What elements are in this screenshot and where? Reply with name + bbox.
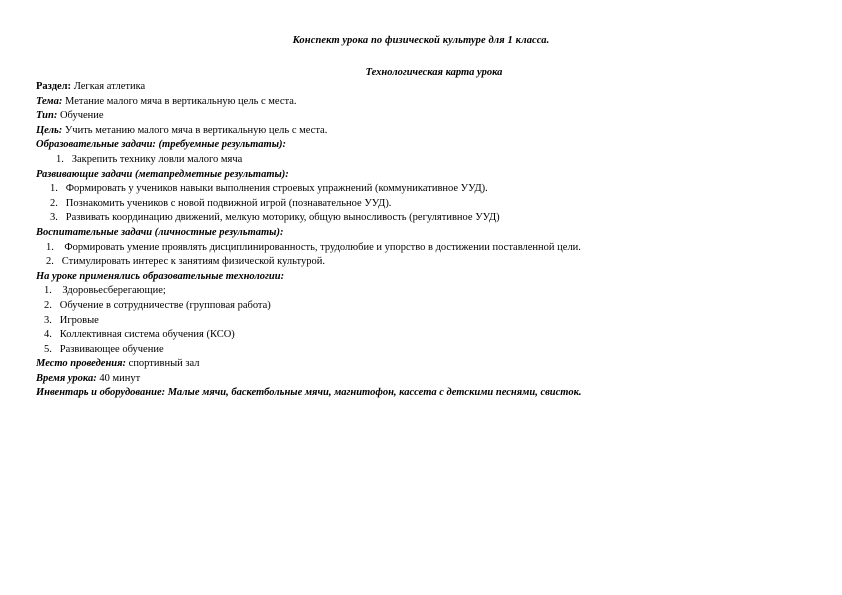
list-item (36, 197, 826, 212)
list-item (36, 153, 826, 168)
document-title: Конспект урока по физической культуре для 1 класса. (292, 35, 550, 46)
list-item-text: Закрепить технику ловли малого мяча (71, 153, 243, 165)
list-item-text: Формировать у учеников навыки выполнения строевых упражнений (коммуникативное УУД). (65, 183, 488, 195)
topic-row (36, 95, 826, 110)
list-item-text: Познакомить учеников с новой подвижной игрой (познавательное УУД). (65, 197, 392, 209)
list-item-text: Игровые (59, 314, 99, 326)
list-item (36, 241, 826, 256)
list-item-text: Формировать умение проявлять дисциплинированность, трудолюбие и упорство в достижении поставленной цели. (64, 241, 581, 253)
topic-label: Тема: (36, 95, 63, 107)
section-label: Раздел: (36, 81, 72, 92)
lesson-plan-body (36, 80, 826, 401)
equipment-row (36, 386, 826, 401)
goal-label: Цель: (36, 124, 63, 136)
equipment-value: Малые мячи, баскетбольные мячи, магнитофон, кассета с детскими песнями, свисток. (165, 387, 582, 399)
goal-row (36, 124, 826, 139)
list-item-number: 1. (44, 285, 52, 297)
equipment-label: Инвентарь и оборудование: (36, 387, 166, 399)
section-value: Легкая атлетика (71, 81, 146, 92)
list-item (36, 211, 826, 226)
time-row (36, 372, 826, 387)
list-item-text: Здоровьесберегающие; (62, 285, 166, 297)
type-label: Тип: (36, 110, 58, 122)
time-label: Время урока: (36, 372, 97, 384)
list-item-number: 1. (56, 153, 64, 165)
list-item (36, 299, 826, 314)
goal-value: Учить метанию малого мяча в вертикальную цель с места. (62, 124, 328, 136)
list-item-number: 5. (44, 343, 52, 355)
place-row (36, 357, 826, 372)
place-value: спортивный зал (126, 358, 200, 370)
list-item-text: Стимулировать интерес к занятиям физической культурой. (61, 256, 325, 268)
list-item (36, 284, 826, 299)
list-item (36, 343, 826, 358)
developmental-heading: Развивающие задачи (метапредметные результаты): (36, 168, 289, 180)
type-row (36, 109, 826, 124)
place-label: Место проведения: (36, 358, 127, 370)
list-item-text: Коллективная система обучения (КСО) (59, 329, 235, 341)
topic-value: Метание малого мяча в вертикальную цель с места. (62, 95, 297, 107)
list-item (36, 255, 826, 270)
list-item-number: 2. (46, 256, 54, 268)
list-item-text: Обучение в сотрудничестве (групповая работа) (59, 299, 271, 311)
list-item-text: Развивать координацию движений, мелкую моторику, общую выносливость (регулятивное УУД) (65, 212, 500, 224)
list-item (36, 314, 826, 329)
list-item-number: 1. (46, 241, 54, 253)
list-item-number: 1. (50, 183, 58, 195)
document-subtitle: Технологическая карта урока (365, 67, 503, 78)
list-item-number: 2. (44, 299, 52, 311)
list-item-text: Развивающее обучение (59, 343, 164, 355)
upbringing-heading: Воспитательные задачи (личностные результаты): (36, 226, 284, 238)
section-row (36, 80, 826, 95)
list-item-number: 3. (50, 212, 58, 224)
time-value: 40 минут (96, 372, 141, 384)
type-value: Обучение (57, 110, 104, 122)
educational-heading: Образовательные задачи: (требуемные результаты): (36, 139, 286, 151)
list-item (36, 328, 826, 343)
list-item-number: 2. (50, 197, 58, 209)
technologies-heading: На уроке применялись образовательные технологии: (36, 270, 285, 282)
list-item-number: 3. (44, 314, 52, 326)
list-item (36, 182, 826, 197)
list-item-number: 4. (44, 329, 52, 341)
